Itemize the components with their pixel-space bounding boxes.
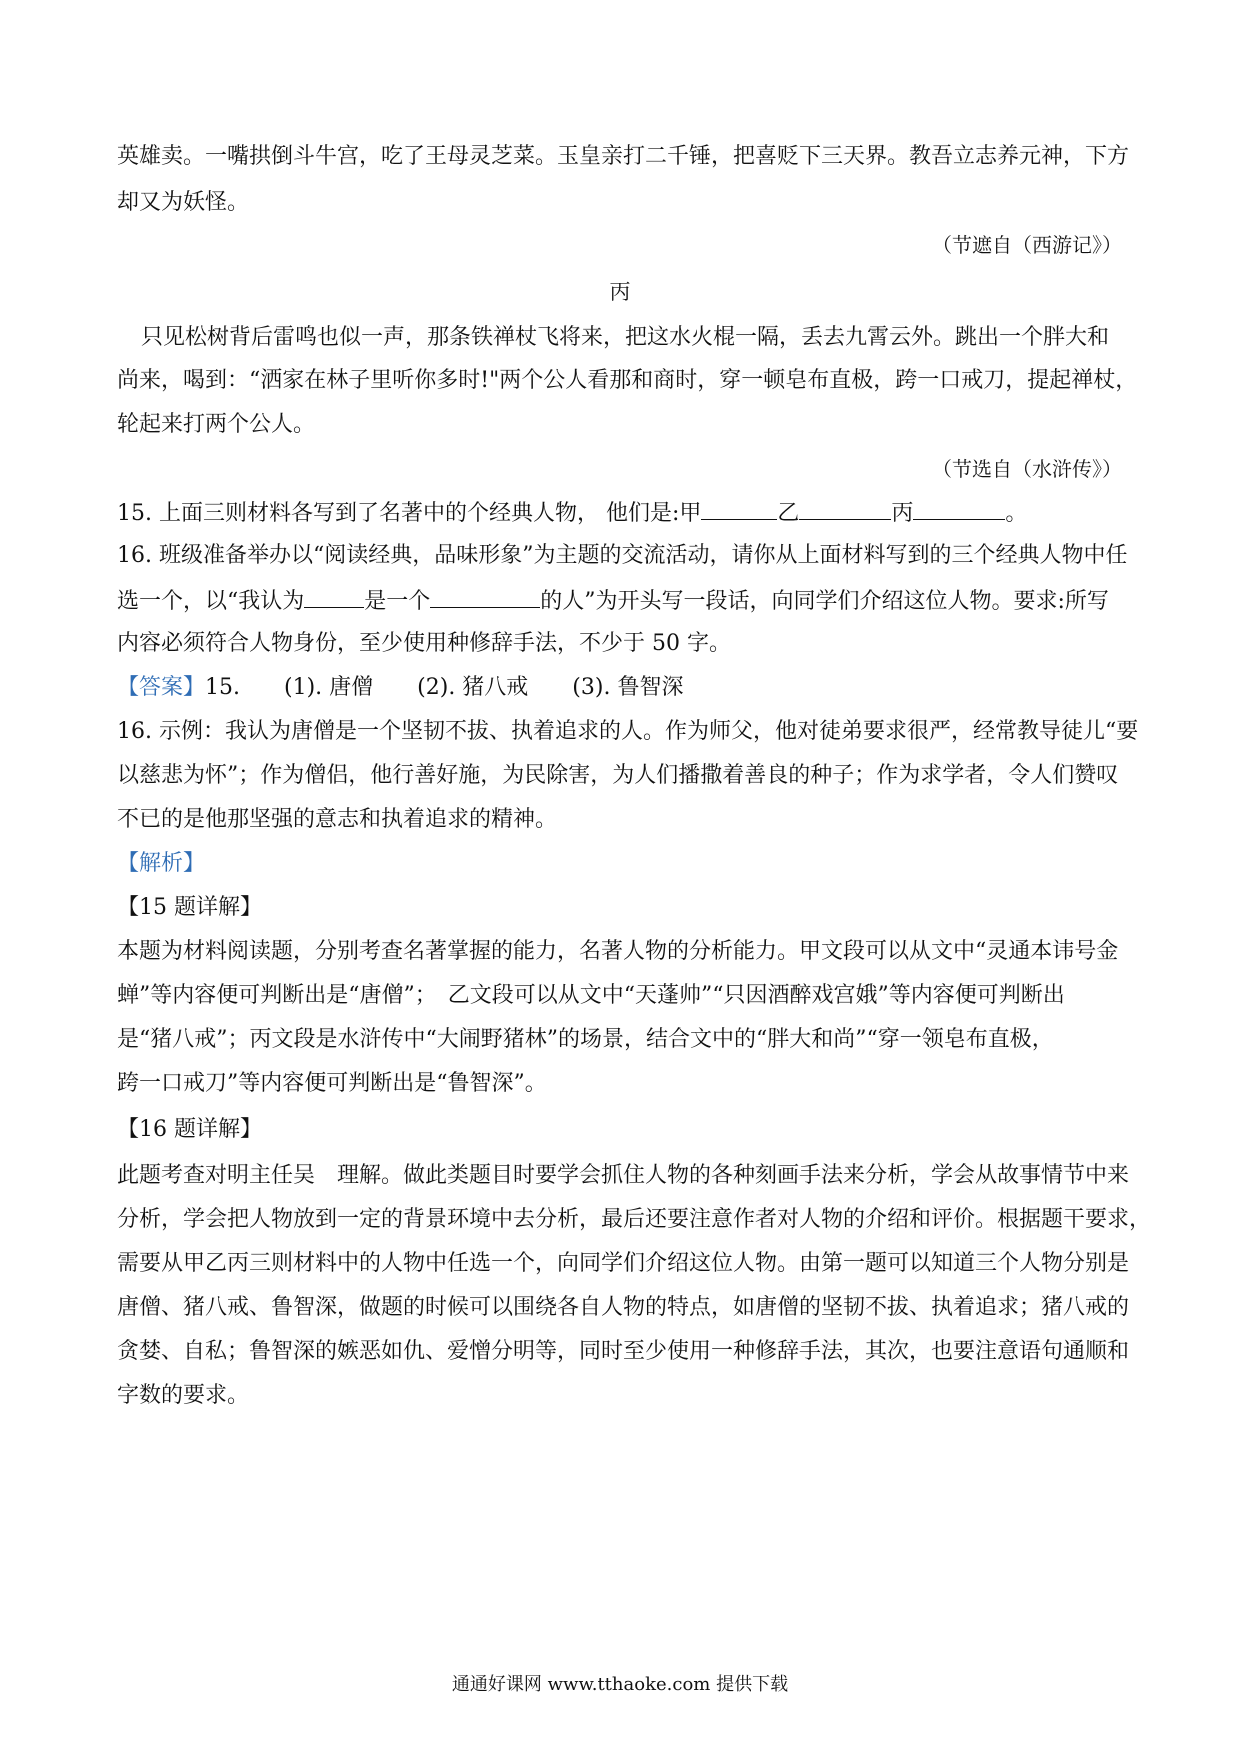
answer-line [117,673,1127,703]
question-16-text: 选一个，以“我认为 [117,589,305,614]
analysis-16-line: 需要从甲乙丙三则材料中的人物中任选一个，向同学们介绍这位人物。由第一题可以知道三个人物分别是 [117,1251,1130,1276]
passage-source: （节遮自（西游记》） [932,233,1122,257]
passage-bing-line: 只见松树背后雷鸣也似一声，那条铁禅杖飞将来，把这水火棍一隔，丢去九霄云外。跳出一个胖大和 [141,325,1110,350]
answer-blank[interactable] [304,585,364,608]
analysis-16-line: 此题考查对明主任吴 理解。做此类题目时要学会抓住人物的各种刻画手法来分析，学会从故事情节中来 [117,1163,1130,1188]
passage-bing-line: 轮起来打两个公人。 [117,412,316,437]
analysis-15-title: 【15 题详解】 [117,895,262,920]
analysis-15-line: 本题为材料阅读题，分别考查名著掌握的能力，名著人物的分析能力。甲文段可以从文中“灵通本讳号金 [117,939,1119,964]
analysis-15-line: 是“猪八戒”；丙文段是水浒传中“大闹野猪林”的场景，结合文中的“胖大和尚”“穿一领皂布直极， [117,1027,1054,1052]
analysis-16-line: 唐僧、猪八戒、鲁智深，做题的时候可以围绕各自人物的特点，如唐僧的坚韧不拔、执着追求；猪八戒的 [117,1295,1130,1320]
answer-16-line: 以慈悲为怀”；作为僧侣，他行善好施，为民除害，为人们播撒着善良的种子；作为求学者，令人们赞叹 [117,763,1119,788]
analysis-16-title: 【16 题详解】 [117,1117,262,1142]
question-16-line [117,585,1127,617]
analysis-16-line: 分析，学会把人物放到一定的背景环境中去分析，最后还要注意作者对人物的介绍和评价。根据题干要求， [117,1207,1152,1232]
analysis-16-line: 贪婪、自私；鲁智深的嫉恶如仇、爱憎分明等，同时至少使用一种修辞手法，其次，也要注意语句通顺和 [117,1339,1130,1364]
answer-label: 【答案】 [117,675,206,700]
answer-blank[interactable] [799,497,891,520]
answer-blank[interactable] [913,497,1005,520]
question-15-text: 15. 上面三则材料各写到了名著中的个经典人物， 他们是:甲 [117,501,702,526]
passage-jia-line: 却又为妖怪。 [117,190,250,215]
question-16-text: 是一个 [364,589,431,614]
analysis-16-line: 字数的要求。 [117,1383,250,1408]
passage-bing-line: 尚来，喝到：“洒家在林子里听你多时!"两个公人看那和商时，穿一顿皂布直极，跨一口戒刀，提起禅杖， [117,368,1138,393]
answer-15: 15. (1). 唐僧 (2). 猪八戒 (3). 鲁智深 [205,675,684,700]
question-16-line: 16. 班级准备举办以“阅读经典，品味形象”为主题的交流活动，请你从上面材料写到的三个经典人物中任 [117,543,1128,568]
passage-source: （节选自（水浒传》） [932,457,1122,481]
answer-16-line: 16. 示例：我认为唐僧是一个坚韧不拔、执着追求的人。作为师父，他对徒弟要求很严，经常教导徒儿“要 [117,719,1139,744]
answer-16-line: 不已的是他那坚强的意志和执着追求的精神。 [117,807,558,832]
question-16-text: 的人”为开头写一段话，向同学们介绍这位人物。要求:所写 [540,589,1109,614]
analysis-15-line: 跨一口戒刀”等内容便可判断出是“鲁智深”。 [117,1071,547,1096]
answer-blank[interactable] [430,585,540,608]
question-15-yi: 乙 [777,501,800,526]
page-footer: 通通好课网 www.tthaoke.com 提供下载 [451,1674,789,1695]
question-15 [117,497,1127,529]
analysis-label: 【解析】 [117,851,206,876]
question-15-end: 。 [1005,501,1028,526]
analysis-15-line: 蝉”等内容便可判断出是“唐僧”； 乙文段可以从文中“天蓬帅”“只因酒醉戏宫娥”等内容便可判断出 [117,983,1065,1008]
passage-jia-line: 英雄卖。一嘴拱倒斗牛宫，吃了王母灵芝菜。玉皇亲打二千锤，把喜贬下三天界。教吾立志养元神，下方 [117,144,1130,169]
answer-blank[interactable] [701,497,777,520]
passage-label: 丙 [609,280,631,304]
question-15-bing: 丙 [891,501,914,526]
question-16-line: 内容必须符合人物身份，至少使用种修辞手法，不少于 50 字。 [117,631,731,656]
